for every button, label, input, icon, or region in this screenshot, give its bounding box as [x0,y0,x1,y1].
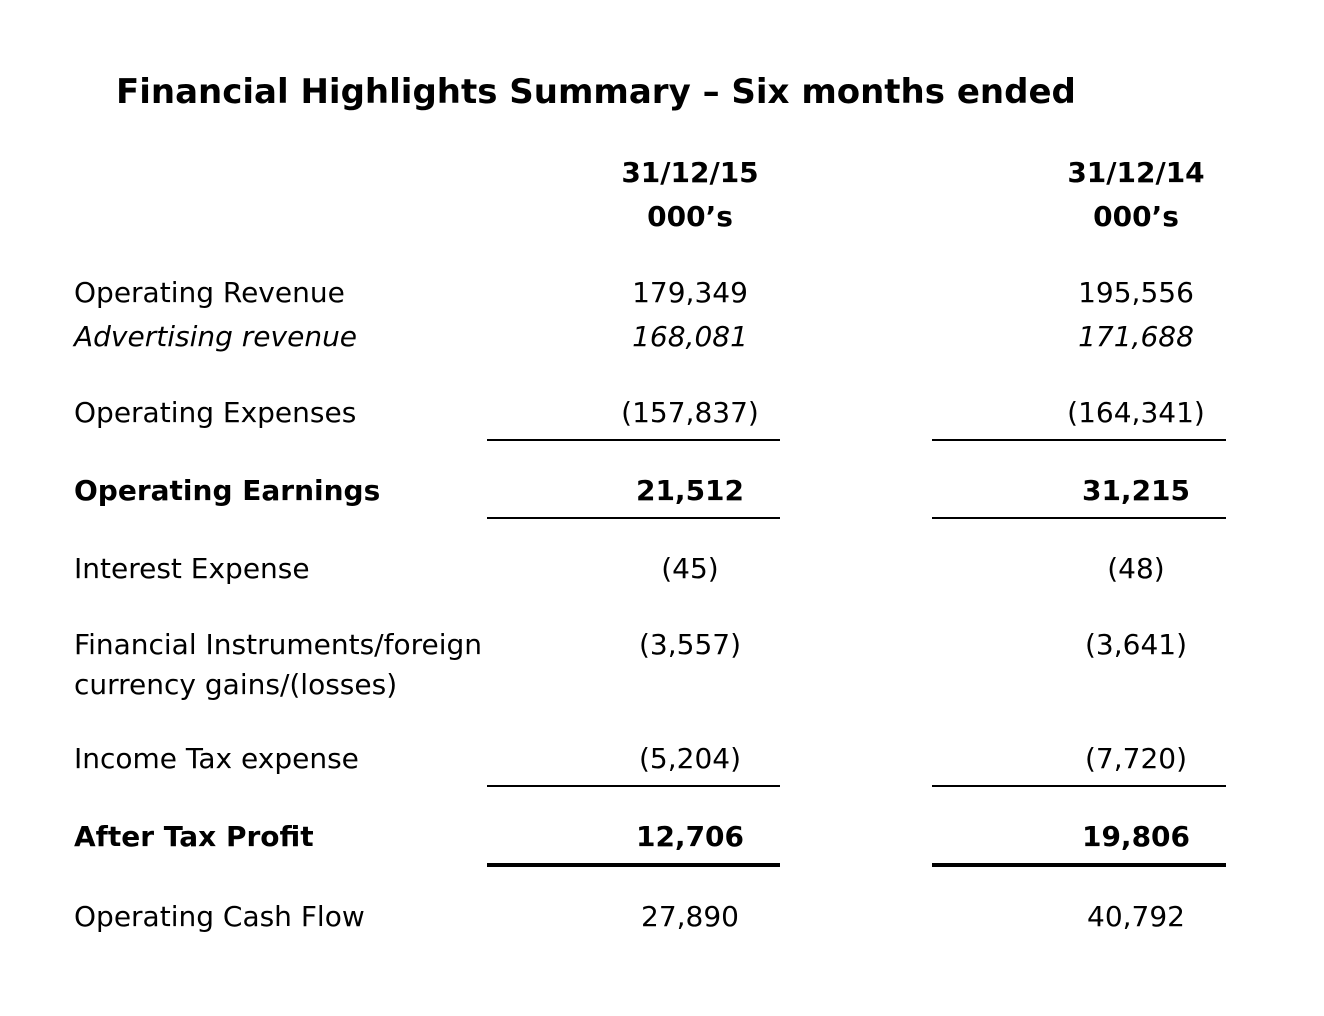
subtotal-rule [487,439,780,441]
value-operating-earnings-2014: 31,215 [1081,474,1191,507]
value-income-tax-expense-2014: (7,720) [1084,742,1187,775]
subtotal-rule [932,785,1226,787]
value-after-tax-profit-2014: 19,806 [1081,820,1191,853]
value-operating-revenue-2015: 179,349 [632,276,748,309]
subtotal-rule [487,785,780,787]
column-header-date-2014: 31/12/14 [1067,156,1205,189]
subtotal-rule [932,439,1226,441]
grand-total-rule [932,863,1226,867]
row-label-operating-revenue: Operating Revenue [74,276,345,309]
value-after-tax-profit-2015: 12,706 [635,820,745,853]
value-interest-expense-2015: (45) [661,552,719,585]
row-label-operating-earnings: Operating Earnings [74,474,381,507]
value-operating-revenue-2014: 195,556 [1078,276,1194,309]
row-label-operating-cash-flow: Operating Cash Flow [74,900,365,933]
value-income-tax-expense-2015: (5,204) [638,742,741,775]
value-operating-expenses-2014: (164,341) [1067,396,1205,429]
total-rule [932,517,1226,519]
value-operating-expenses-2015: (157,837) [621,396,759,429]
value-operating-cash-flow-2014: 40,792 [1087,900,1185,933]
row-label-advertising-revenue: Advertising revenue [74,320,358,353]
column-header-unit-2014: 000’s [1093,200,1179,233]
value-operating-earnings-2015: 21,512 [635,474,745,507]
row-label-after-tax-profit: After Tax Profit [74,820,314,853]
row-label-financial-instruments-line2: currency gains/(losses) [74,668,398,701]
value-operating-cash-flow-2015: 27,890 [641,900,739,933]
row-label-operating-expenses: Operating Expenses [74,396,357,429]
value-financial-instruments-2014: (3,641) [1084,628,1187,661]
row-label-interest-expense: Interest Expense [74,552,310,585]
total-rule [487,517,780,519]
value-interest-expense-2014: (48) [1107,552,1165,585]
row-label-financial-instruments-line1: Financial Instruments/foreign [74,628,482,661]
grand-total-rule [487,863,780,867]
row-label-income-tax-expense: Income Tax expense [74,742,359,775]
column-header-date-2015: 31/12/15 [621,156,759,189]
column-header-unit-2015: 000’s [647,200,733,233]
value-advertising-revenue-2014: 171,688 [1078,320,1194,353]
page-title: Financial Highlights Summary – Six months ended [116,72,1076,112]
value-advertising-revenue-2015: 168,081 [632,320,748,353]
value-financial-instruments-2015: (3,557) [638,628,741,661]
